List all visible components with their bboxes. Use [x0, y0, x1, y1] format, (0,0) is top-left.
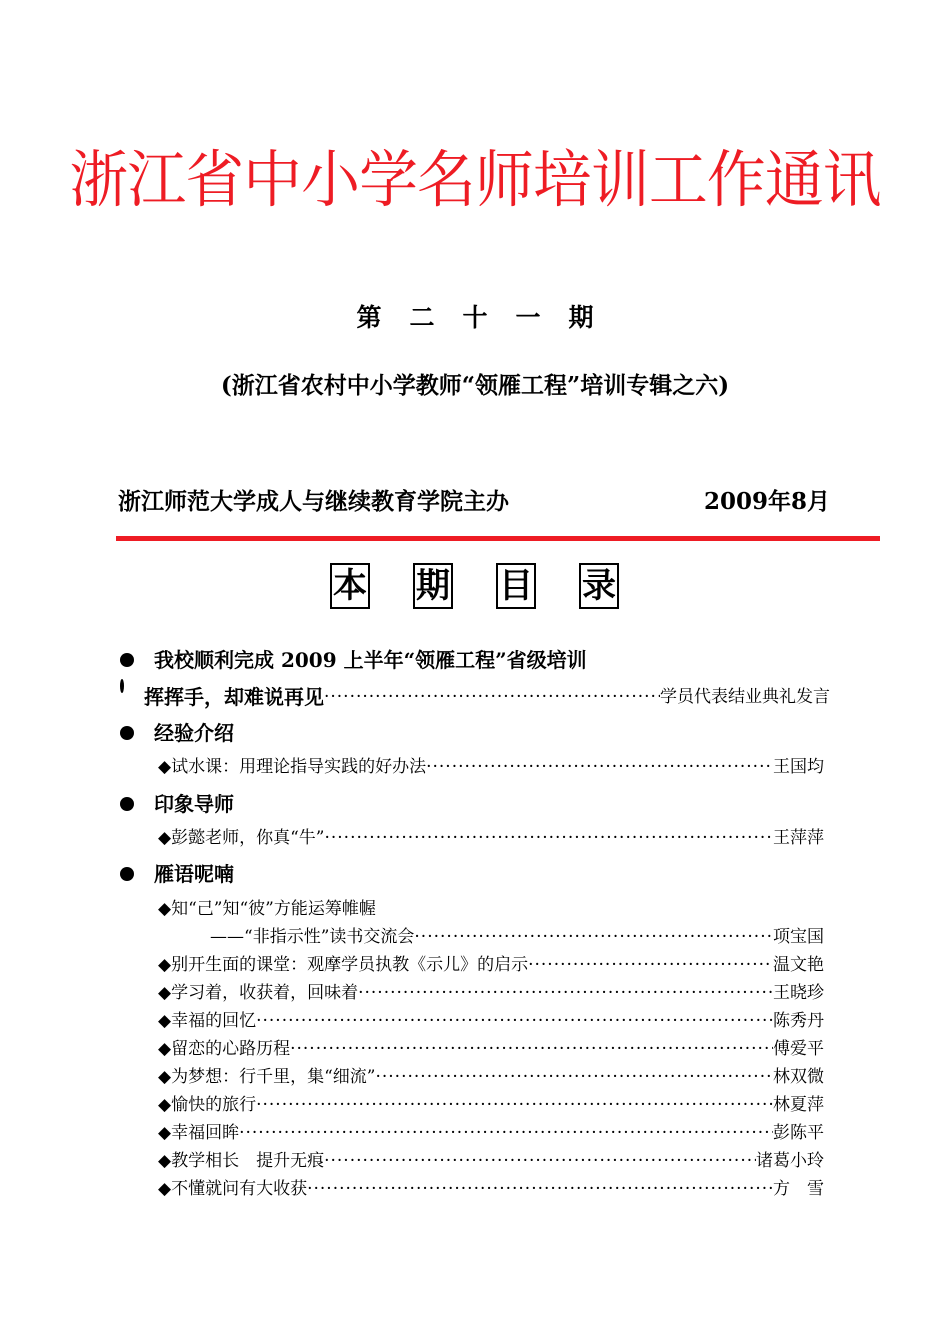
dot-leader [256, 1007, 773, 1035]
toc-entry[interactable] [158, 1147, 824, 1175]
sponsor: 浙江师范大学成人与继续教育学院主办 [118, 488, 509, 515]
toc-entry[interactable] [158, 1035, 824, 1063]
toc-entry-title: ◆学习着，收获着，回味着 [158, 983, 359, 1003]
toc-entry[interactable] [210, 923, 824, 951]
toc-heading-char: 期 [413, 563, 453, 609]
dot-leader [239, 1119, 773, 1147]
toc-section[interactable] [118, 717, 234, 749]
toc-entry-title: ◆试水课：用理论指导实践的好办法 [158, 757, 427, 777]
toc-entry[interactable] [158, 1175, 824, 1203]
toc-entry-title: ◆幸福回眸 [158, 1123, 240, 1143]
toc-entry[interactable] [158, 1091, 824, 1119]
toc-section[interactable] [118, 644, 587, 676]
toc-author: 方 雪 [773, 1179, 824, 1199]
dot-leader [375, 1063, 773, 1091]
dot-leader [324, 1147, 756, 1175]
toc-entry-title: ◆别开生面的课堂：观摩学员执教《示儿》的启示 [158, 955, 529, 975]
toc-entry[interactable] [158, 1119, 824, 1147]
toc-section-title: 我校顺利完成 2009 上半年“领雁工程”省级培训 [154, 648, 587, 672]
bullet-icon [120, 797, 134, 811]
toc-author: 项宝国 [773, 927, 824, 947]
toc-section-title: 挥挥手，却难说再见 [143, 685, 324, 709]
toc-entry-title: ◆彭懿老师，你真“牛” [158, 828, 325, 848]
bullet-icon [120, 653, 134, 667]
toc-entry[interactable] [158, 979, 824, 1007]
toc-author: 王国均 [773, 757, 824, 777]
dot-leader [324, 681, 660, 713]
toc-author: 林双微 [773, 1067, 824, 1087]
header-divider [116, 536, 880, 541]
dot-leader [256, 1091, 773, 1119]
toc-entry[interactable] [158, 895, 824, 923]
toc-entry-title: ◆不懂就问有大收获 [158, 1179, 308, 1199]
toc-entry[interactable] [158, 753, 824, 781]
toc-heading [0, 563, 950, 613]
dot-leader [307, 1175, 773, 1203]
toc-entry-title: ◆教学相长 提升无痕 [158, 1151, 325, 1171]
toc-section[interactable] [118, 858, 234, 890]
toc-section-title: 经验介绍 [154, 721, 234, 745]
toc-author: 林夏萍 [773, 1095, 824, 1115]
dot-leader [528, 951, 773, 979]
toc-author: 诸葛小玲 [756, 1151, 824, 1171]
newsletter-title: 浙江省中小学名师培训工作通讯 [69, 143, 881, 216]
toc-author: 彭陈平 [773, 1123, 824, 1143]
dot-leader [358, 979, 773, 1007]
toc-author: 温文艳 [773, 955, 824, 975]
toc-entry[interactable] [158, 824, 824, 852]
toc-entry-title: ◆知“己”知“彼”方能运筹帷幄 [158, 899, 376, 919]
toc-author: 学员代表结业典礼发言 [660, 687, 830, 707]
bullet-icon [120, 726, 134, 740]
bullet-icon [120, 679, 124, 693]
bullet-icon [120, 867, 134, 881]
toc-author: 王晓珍 [773, 983, 824, 1003]
toc-heading-char: 目 [496, 563, 536, 609]
toc-author: 傅爱平 [773, 1039, 824, 1059]
toc-entry[interactable] [158, 951, 824, 979]
toc-section[interactable] [118, 788, 234, 820]
toc-author: 王萍萍 [773, 828, 824, 848]
issue-subtitle: (浙江省农村中小学教师“领雁工程”培训专辑之六) [220, 372, 730, 399]
toc-entry[interactable] [158, 1007, 824, 1035]
toc-section-title: 雁语呢喃 [154, 862, 234, 886]
toc-entry-title: ——“非指示性”读书交流会 [210, 927, 415, 947]
toc-section-title: 印象导师 [154, 792, 234, 816]
toc-entry-title: ◆愉快的旅行 [158, 1095, 257, 1115]
toc-section[interactable] [118, 681, 830, 713]
dot-leader [324, 824, 773, 852]
publish-date: 2009年8月 [703, 488, 830, 515]
issue-number: 第二十一期 [356, 303, 622, 332]
dot-leader [414, 923, 773, 951]
toc-entry-title: ◆幸福的回忆 [158, 1011, 257, 1031]
toc-heading-char: 录 [579, 563, 619, 609]
toc-entry-title: ◆留恋的心路历程 [158, 1039, 291, 1059]
dot-leader [426, 753, 773, 781]
toc-heading-char: 本 [330, 563, 370, 609]
toc-entry[interactable] [158, 1063, 824, 1091]
dot-leader [290, 1035, 773, 1063]
toc-entry-title: ◆为梦想：行千里，集“细流” [158, 1067, 376, 1087]
toc-author: 陈秀丹 [773, 1011, 824, 1031]
